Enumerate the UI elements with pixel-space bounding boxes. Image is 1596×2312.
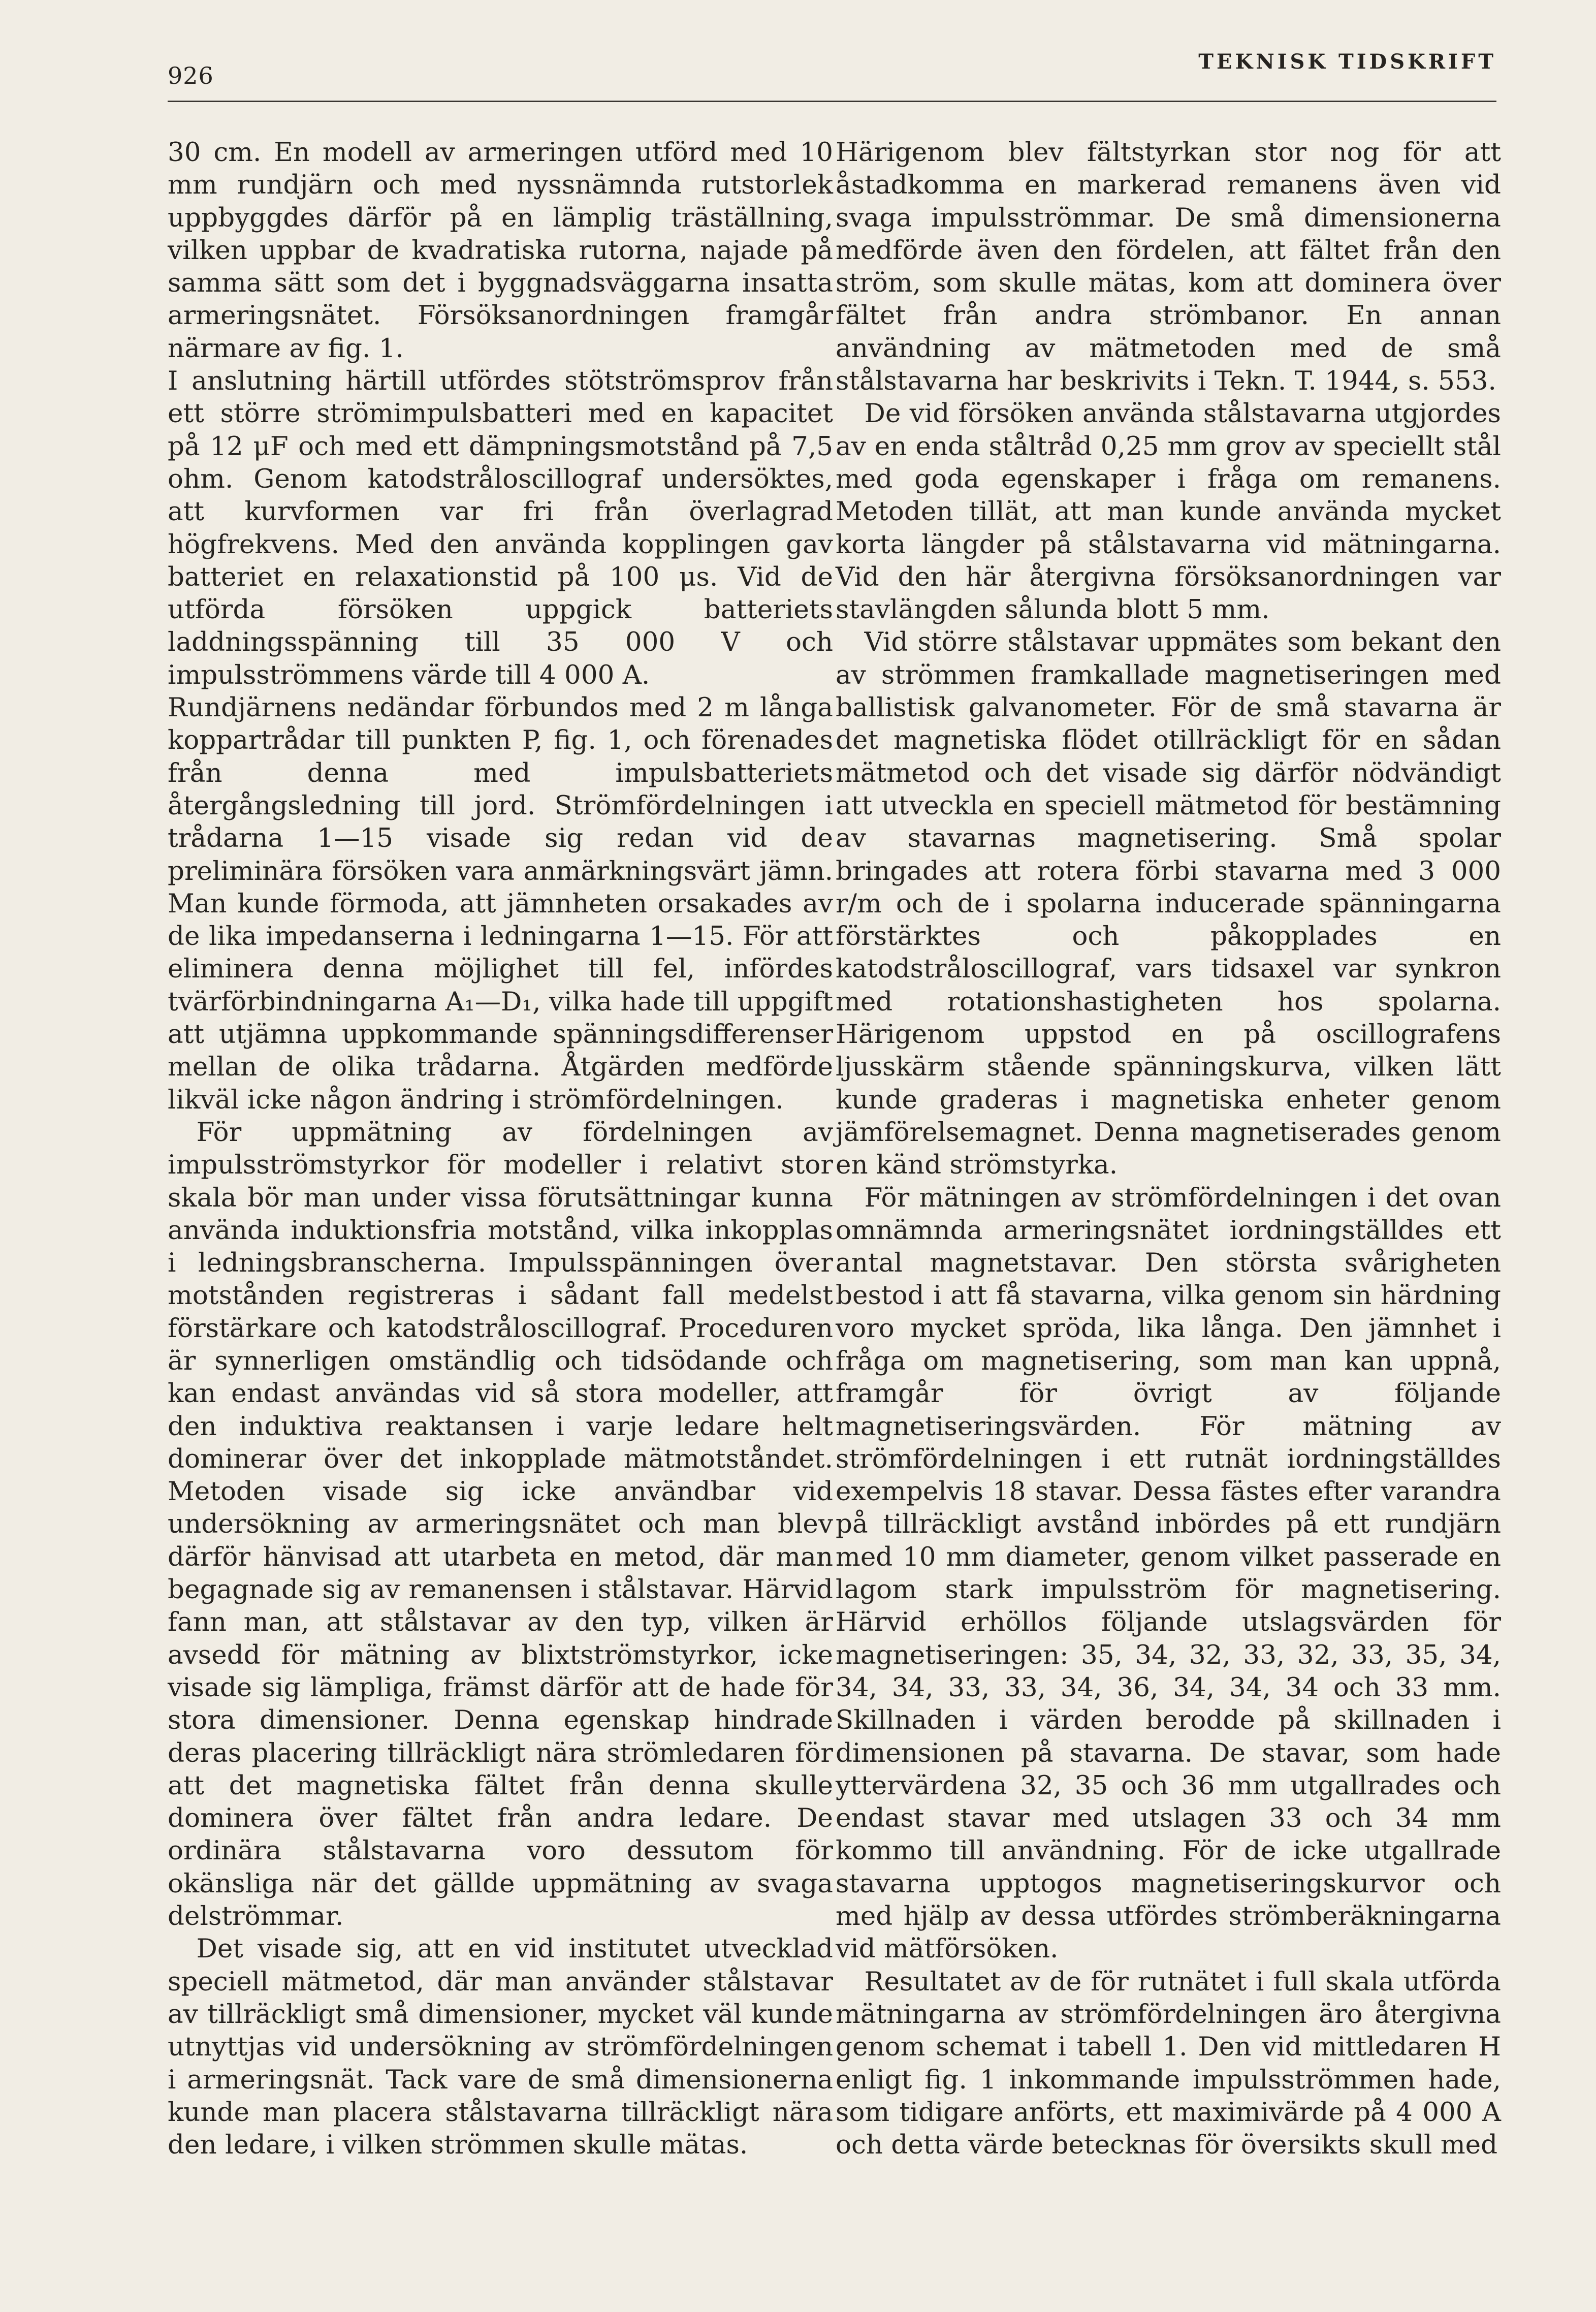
left-column [168, 136, 833, 2161]
page-number: 926 [168, 62, 214, 89]
paragraph: För uppmätning av fördelningen av impulsströmstyrkor för modeller i relativt stor skala bör man under vissa förutsättningar kunna använda induktionsfria motstånd, vilka inkopplas i ledningsbranscherna. Impulsspänningen över motstånden registreras i sådant fall medelst förstärkare och katodstråloscillograf. Proceduren är synnerligen omständlig och tidsödande och kan endast användas vid så stora modeller, att den induktiva reaktansen i varje ledare helt dominerar över det inkopplade mätmotståndet. Metoden visade sig icke användbar vid undersökning av armeringsnätet och man blev därför hänvisad att utarbeta en metod, där man begagnade sig av remanensen i stålstavar. Härvid fann man, att stålstavar av den typ, vilken är avsedd för mätning av blixtströmstyrkor, icke visade sig lämpliga, främst därför att de hade för stora dimensioner. Denna egenskap hindrade deras placering tillräckligt nära strömledaren för att det magnetiska fältet från denna skulle dominera över fältet från andra ledare. De ordinära stålstavarna voro dessutom för okänsliga när det gällde uppmätning av svaga delströmmar. [168, 1117, 833, 1932]
paragraph: Det visade sig, att en vid institutet utvecklad speciell mätmetod, där man använder stålstavar av tillräckligt små dimensioner, mycket väl kunde utnyttjas vid undersökning av strömfördelningen i armeringsnät. Tack vare de små dimensionerna kunde man placera stålstavarna tillräckligt nära den ledare, i vilken strömmen skulle mätas. [168, 1934, 833, 2161]
right-column [836, 136, 1501, 2161]
paragraph: Rundjärnens nedändar förbundos med 2 m långa koppartrådar till punkten P, fig. 1, och förenades från denna med impulsbatteriets återgångsledning till jord. Strömfördelningen i trådarna 1—15 visade sig redan vid de preliminära försöken vara anmärkningsvärt jämn. Man kunde förmoda, att jämnheten orsakades av de lika impedanserna i ledningarna 1—15. För att eliminera denna möjlighet till fel, infördes tvärförbindningarna A₁—D₁, vilka hade till uppgift att utjämna uppkommande spänningsdifferenser mellan de olika trådarna. Åtgärden medförde likväl icke någon ändring i strömfördelningen. [168, 692, 833, 1115]
paragraph: De vid försöken använda stålstavarna utgjordes av en enda ståltråd 0,25 mm grov av speciellt stål med goda egenskaper i fråga om remanens. Metoden tillät, att man kunde använda mycket korta längder på stålstavarna vid mätningarna. Vid den här återgivna försöksanordningen var stavlängden sålunda blott 5 mm. [836, 398, 1501, 625]
paragraph: Härigenom blev fältstyrkan stor nog för att åstadkomma en markerad remanens även vid svaga impulsströmmar. De små dimensionerna medförde även den fördelen, att fältet från den ström, som skulle mätas, kom att dominera över fältet från andra strömbanor. En annan användning av mätmetoden med de små stålstavarna har beskrivits i Tekn. T. 1944, s. 553. [836, 137, 1501, 397]
journal-title: TEKNISK TIDSKRIFT [1198, 50, 1496, 74]
paragraph: Resultatet av de för rutnätet i full skala utförda mätningarna av strömfördelningen äro återgivna genom schemat i tabell 1. Den vid mittledaren H enligt fig. 1 inkommande impulsströmmen hade, som tidigare anförts, ett maximivärde på 4 000 A och detta värde betecknas för översikts skull med [836, 1966, 1501, 2161]
paragraph: I anslutning härtill utfördes stötströmsprov från ett större strömimpulsbatteri med en kapacitet på 12 μF och med ett dämpningsmotstånd på 7,5 ohm. Genom katodstråloscillograf undersöktes, att kurvformen var fri från överlagrad högfrekvens. Med den använda kopplingen gav batteriet en relaxationstid på 100 μs. Vid de utförda försöken uppgick batteriets laddningsspänning till 35 000 V och impulsströmmens värde till 4 000 A. [168, 366, 833, 690]
paragraph: Vid större stålstavar uppmätes som bekant den av strömmen framkallade magnetiseringen med ballistisk galvanometer. För de små stavarna är det magnetiska flödet otillräckligt för en sådan mätmetod och det visade sig därför nödvändigt att utveckla en speciell mätmetod för bestämning av stavarnas magnetisering. Små spolar bringades att rotera förbi stavarna med 3 000 r/m och de i spolarna inducerade spänningarna förstärktes och påkopplades en katodstråloscillograf, vars tidsaxel var synkron med rotationshastigheten hos spolarna. Härigenom uppstod en på oscillografens ljusskärm stående spänningskurva, vilken lätt kunde graderas i magnetiska enheter genom jämförelsemagnet. Denna magnetiserades genom en känd strömstyrka. [836, 627, 1501, 1181]
paragraph: 30 cm. En modell av armeringen utförd med 10 mm rundjärn och med nyssnämnda rutstorlek uppbyggdes därför på en lämplig träställning, vilken uppbar de kvadratiska rutorna, najade på samma sätt som det i byggnadsväggarna insatta armeringsnätet. Försöksanordningen framgår närmare av fig. 1. [168, 137, 833, 364]
header-rule [168, 101, 1496, 102]
paragraph: För mätningen av strömfördelningen i det ovan omnämnda armeringsnätet iordningställdes ett antal magnetstavar. Den största svårigheten bestod i att få stavarna, vilka genom sin härdning voro mycket spröda, lika långa. Den jämnhet i fråga om magnetisering, som man kan uppnå, framgår för övrigt av följande magnetiseringsvärden. För mätning av strömfördelningen i ett rutnät iordningställdes exempelvis 18 stavar. Dessa fästes efter varandra på tillräckligt avstånd inbördes på ett rundjärn med 10 mm diameter, genom vilket passerade en lagom stark impulsström för magnetisering. Härvid erhöllos följande utslagsvärden för magnetiseringen: 35, 34, 32, 33, 32, 33, 35, 34, 34, 34, 33, 33, 34, 36, 34, 34, 34 och 33 mm. Skillnaden i värden berodde på skillnaden i dimensionen på stavarna. De stavar, som hade yttervärdena 32, 35 och 36 mm utgallrades och endast stavar med utslagen 33 och 34 mm kommo till användning. För de icke utgallrade stavarna upptogos magnetiseringskurvor och med hjälp av dessa utfördes strömberäkningarna vid mätförsöken. [836, 1182, 1501, 1965]
